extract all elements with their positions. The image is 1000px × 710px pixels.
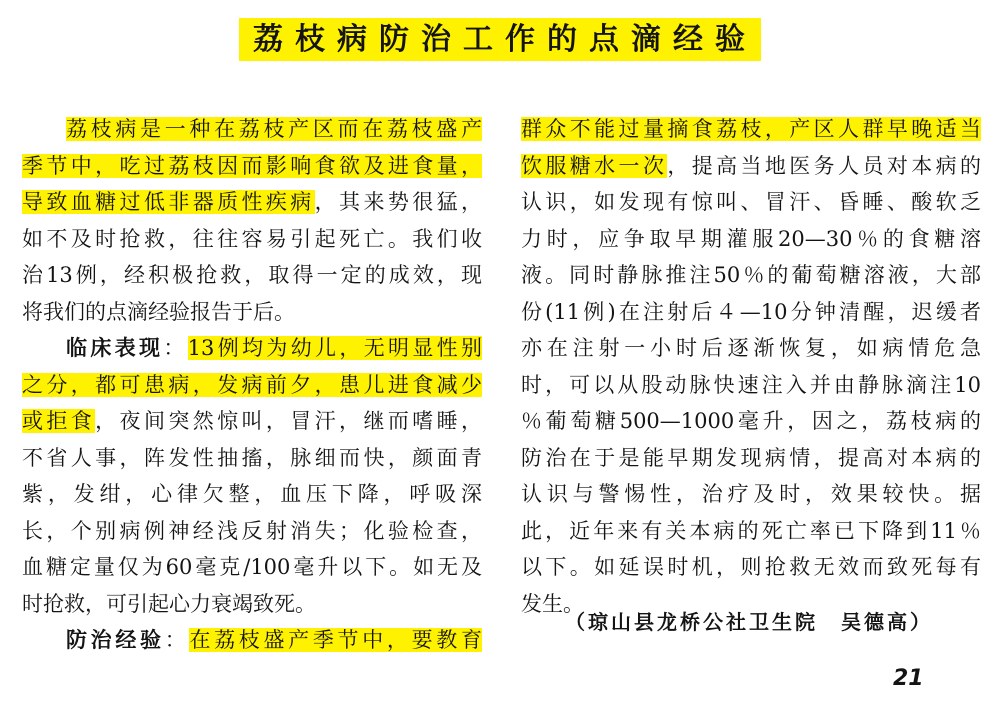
body-text: ，其来势很猛， xyxy=(314,190,482,214)
paragraph-line xyxy=(22,403,482,440)
paragraph-line: 如不及时抢救，往往容易引起死亡。我们收 xyxy=(22,226,482,251)
paragraph-line: 认识与警惕性，治疗及时，效果较快。据 xyxy=(521,482,981,506)
paragraph-line: 将我们的点滴经验报告于后。 xyxy=(22,299,295,324)
paragraph-line: 时，可以从股动脉快速注入并由静脉滴注10 xyxy=(521,372,981,397)
paragraph-line: 治13例，经积极抢救，取得一定的成效，现 xyxy=(22,263,482,287)
right-column xyxy=(521,111,981,622)
body-text: ，夜间突然惊叫，冒汗，继而嗜睡， xyxy=(95,409,482,433)
section-heading: 防治经验 xyxy=(66,627,165,652)
paragraph-line xyxy=(22,111,482,148)
paragraph-line xyxy=(22,622,482,659)
highlighted-text: 13例均为幼儿，无明显性别 xyxy=(187,336,482,360)
paragraph-line xyxy=(22,184,482,221)
left-column xyxy=(22,111,482,659)
paragraph-line: 份(11例)在注射后４—10分钟清醒，迟缓者 xyxy=(521,299,981,324)
paragraph-line: 亦在注射一小时后逐渐恢复，如病情危急 xyxy=(521,336,981,360)
paragraph-line: 发生。 xyxy=(521,591,584,616)
highlighted-text: 在荔枝盛产季节中，要教育 xyxy=(189,628,482,652)
paragraph-line xyxy=(521,111,981,148)
paragraph-line: 液。同时静脉推注50％的葡萄糖溶液，大部 xyxy=(521,263,981,287)
body-text: ，提高当地医务人员对本病的 xyxy=(667,153,981,178)
paragraph-line: 紫，发绀，心律欠整，血压下降，呼吸深 xyxy=(22,482,482,506)
paragraph-line: 认识，如发现有惊叫、冒汗、昏睡、酸软乏 xyxy=(521,190,981,214)
article-title-text: 荔枝病防治工作的点滴经验 xyxy=(239,18,761,61)
highlighted-text: 或拒食 xyxy=(22,409,96,433)
highlighted-text: 荔枝病是一种在荔枝产区而在荔枝盛产 xyxy=(66,117,482,141)
body-text: ： xyxy=(163,336,188,360)
highlighted-text: 饮服糖水一次 xyxy=(521,153,668,178)
paragraph-line: ％葡萄糖500—1000毫升，因之，荔枝病的 xyxy=(521,409,981,433)
highlighted-text: 之分，都可患病，发病前夕，患儿进食减少 xyxy=(22,372,482,397)
paragraph-line: 以下。如延误时机，则抢救无效而致死每有 xyxy=(521,555,981,579)
article-title xyxy=(0,14,1000,66)
paragraph-line xyxy=(521,148,981,185)
paragraph-line: 此，近年来有关本病的死亡率已下降到11％ xyxy=(521,518,981,543)
paragraph-line: 不省人事，阵发性抽搐，脉细而快，颜面青 xyxy=(22,445,482,470)
paragraph-line: 长，个别病例神经浅反射消失；化验检查， xyxy=(22,518,482,543)
paragraph-line xyxy=(22,330,482,367)
page-number: 21 xyxy=(893,666,924,691)
highlighted-text: 导致血糖过低非器质性疾病 xyxy=(22,190,315,214)
highlighted-text: 季节中，吃过荔枝因而影响食欲及进食量， xyxy=(22,153,482,178)
section-heading: 临床表现 xyxy=(66,335,164,360)
author-signature: （琼山县龙桥公社卫生院 吴德高） xyxy=(565,610,933,634)
paragraph-line: 时抢救，可引起心力衰竭致死。 xyxy=(22,591,316,616)
highlighted-text: 群众不能过量摘食荔枝，产区人群早晚适当 xyxy=(521,117,981,141)
paragraph-line: 力时，应争取早期灌服20—30％的食糖溶 xyxy=(521,226,981,251)
body-text: ： xyxy=(164,628,190,652)
paragraph-line xyxy=(22,148,482,185)
paragraph-line xyxy=(22,367,482,404)
paragraph-line: 防治在于是能早期发现病情，提高对本病的 xyxy=(521,445,981,470)
paragraph-line: 血糖定量仅为60毫克/100毫升以下。如无及 xyxy=(22,555,482,579)
